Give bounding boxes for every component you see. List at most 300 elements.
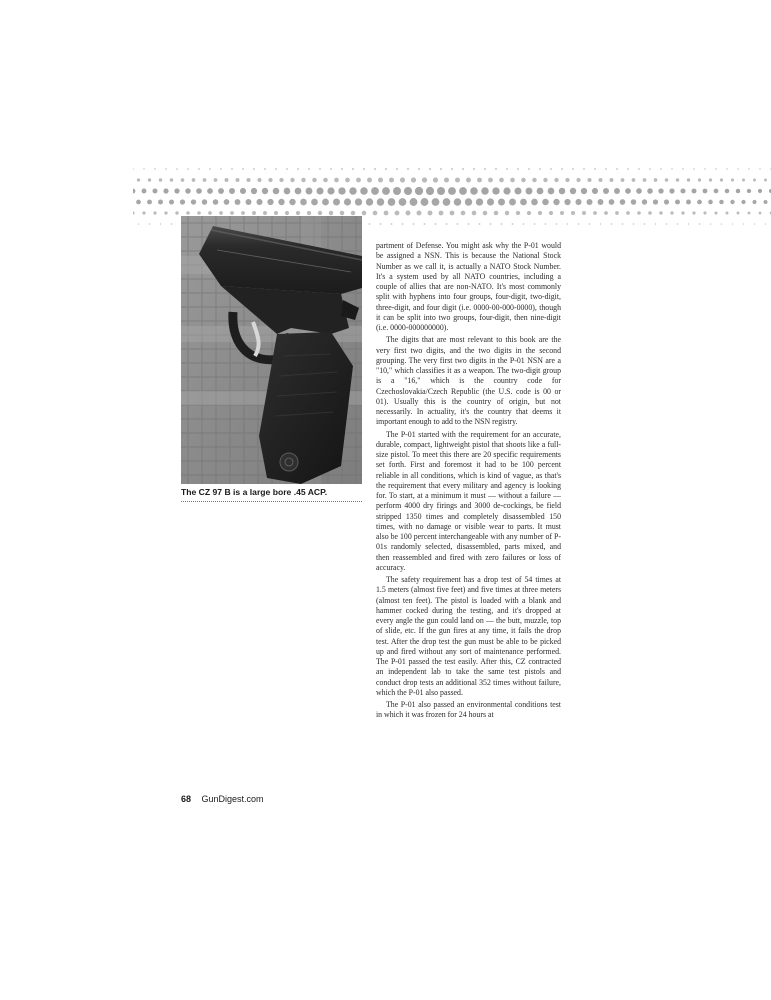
halftone-dot — [653, 199, 658, 204]
halftone-dot — [159, 178, 162, 181]
halftone-dot — [433, 177, 438, 182]
halftone-dot — [164, 211, 167, 214]
halftone-dot — [468, 223, 470, 225]
halftone-dot — [175, 211, 178, 214]
paragraph: The digits that are most relevant to this book are the very first two digits, and the two digits in the second grouping. The very first two digits in the P-01 NSN are a "10," which classifies it as a weapon. The two-digit group is a "16," which is the country code for Czechoslovakia/Czech Republic (the U.S. code is 00 or 01). Usually this is the country of origin, but not necessarily. In actuality, it's the country that deems it important enough to add to the NSN registry. — [376, 335, 561, 427]
halftone-dot — [592, 188, 598, 194]
halftone-dot — [631, 199, 637, 205]
halftone-dot — [133, 211, 135, 214]
halftone-dot — [417, 211, 422, 216]
halftone-dot — [549, 211, 553, 215]
halftone-dot — [444, 177, 449, 182]
halftone-dot — [333, 198, 340, 205]
halftone-dot — [231, 168, 233, 170]
halftone-dot — [523, 223, 525, 225]
page-number: 68 — [181, 794, 192, 804]
halftone-dot — [220, 168, 222, 170]
halftone-dot — [510, 178, 515, 183]
halftone-dot — [229, 188, 235, 194]
halftone-dot — [374, 168, 376, 170]
halftone-dot — [680, 188, 685, 193]
halftone-dot — [450, 211, 455, 216]
halftone-dot — [133, 189, 135, 194]
halftone-dot — [242, 168, 244, 170]
halftone-dot — [143, 168, 145, 170]
halftone-dot — [148, 178, 151, 181]
halftone-dot — [369, 223, 371, 225]
halftone-dot — [654, 178, 658, 182]
halftone-dot — [476, 198, 483, 205]
halftone-dot — [484, 168, 486, 170]
halftone-dot — [616, 168, 618, 170]
halftone-dot — [582, 211, 586, 215]
halftone-dot — [532, 178, 536, 182]
halftone-dot — [225, 178, 229, 182]
halftone-dot — [681, 211, 684, 214]
halftone-dot — [626, 211, 630, 215]
halftone-dot — [660, 168, 662, 170]
halftone-dot — [731, 178, 734, 181]
halftone-dot — [505, 211, 509, 215]
halftone-dot — [759, 212, 762, 215]
halftone-dot — [748, 168, 750, 170]
halftone-dot — [389, 177, 394, 182]
halftone-dot — [490, 223, 492, 225]
halftone-dot — [603, 188, 609, 194]
halftone-dot — [268, 178, 272, 182]
halftone-dot — [664, 199, 669, 204]
halftone-dot — [488, 178, 493, 183]
halftone-dot — [395, 211, 400, 216]
halftone-dot — [732, 223, 734, 225]
halftone-dot — [391, 223, 393, 225]
halftone-dot — [604, 211, 608, 215]
halftone-dot — [251, 188, 257, 194]
halftone-dot — [407, 168, 409, 170]
halftone-dot — [187, 168, 189, 170]
halftone-dot — [550, 168, 552, 170]
halftone-dot — [263, 211, 267, 215]
halftone-dot — [666, 223, 668, 225]
halftone-dot — [412, 223, 414, 225]
halftone-dot — [637, 211, 641, 215]
halftone-dot — [380, 223, 382, 225]
halftone-dot — [256, 199, 262, 205]
halftone-dot — [440, 168, 442, 170]
halftone-dot — [759, 168, 761, 170]
halftone-dot — [699, 223, 701, 225]
halftone-dot — [253, 168, 255, 170]
halftone-dot — [267, 199, 273, 205]
halftone-dot — [377, 198, 385, 206]
halftone-dot — [142, 189, 147, 194]
halftone-dot — [753, 179, 756, 182]
halftone-dot — [647, 188, 652, 193]
halftone-dot — [748, 212, 751, 215]
halftone-dot — [730, 200, 734, 204]
halftone-dot — [763, 200, 767, 204]
halftone-dot — [147, 200, 152, 205]
halftone-dot — [388, 198, 396, 206]
halftone-dot — [644, 223, 646, 225]
halftone-dot — [171, 223, 173, 225]
halftone-dot — [697, 200, 702, 205]
halftone-dot — [638, 168, 640, 170]
halftone-dot — [643, 178, 647, 182]
halftone-dot — [632, 178, 636, 182]
halftone-dot — [501, 223, 503, 225]
halftone-dot — [715, 168, 717, 170]
halftone-dot — [443, 198, 451, 206]
halftone-dot — [659, 211, 662, 214]
halftone-dot — [421, 198, 429, 206]
halftone-dot — [340, 211, 344, 215]
halftone-dot — [235, 178, 239, 182]
halftone-dot — [382, 187, 390, 195]
halftone-dot — [600, 223, 602, 225]
halftone-dot — [208, 211, 212, 215]
halftone-dot — [371, 187, 379, 195]
halftone-dot — [571, 211, 575, 215]
halftone-dot — [636, 188, 642, 194]
halftone-dot — [576, 178, 580, 182]
halftone-dot — [446, 223, 448, 225]
halftone-dot — [214, 178, 218, 182]
halftone-dot — [714, 189, 719, 194]
halftone-dot — [534, 223, 536, 225]
halftone-dot — [219, 211, 223, 215]
halftone-dot — [457, 223, 459, 225]
halftone-dot — [278, 199, 284, 205]
halftone-dot — [138, 223, 140, 225]
halftone-dot — [373, 211, 378, 216]
halftone-dot — [345, 178, 350, 183]
halftone-dot — [704, 168, 706, 170]
halftone-dot — [360, 187, 368, 195]
halftone-dot — [470, 187, 478, 195]
halftone-dot — [531, 199, 538, 206]
halftone-dot — [737, 212, 740, 215]
halftone-dot — [725, 189, 730, 194]
pistol-photo — [181, 216, 362, 484]
halftone-dot — [344, 198, 351, 205]
halftone-dot — [708, 200, 713, 205]
halftone-dot — [410, 198, 418, 206]
pistol-photo-graphic — [181, 216, 362, 484]
halftone-dot — [285, 211, 289, 215]
halftone-dot — [765, 223, 767, 225]
halftone-dot — [514, 187, 521, 194]
halftone-dot — [589, 223, 591, 225]
halftone-dot — [526, 188, 533, 195]
halftone-dot — [494, 211, 499, 216]
halftone-dot — [481, 187, 488, 194]
halftone-dot — [286, 168, 288, 170]
halftone-dot — [499, 178, 504, 183]
halftone-dot — [742, 178, 745, 181]
halftone-dot — [682, 168, 684, 170]
article-body — [376, 241, 561, 723]
halftone-dot — [399, 198, 407, 206]
halftone-dot — [692, 211, 695, 214]
halftone-dot — [747, 189, 751, 193]
halftone-dot — [620, 199, 626, 205]
halftone-dot — [224, 199, 230, 205]
halftone-dot — [301, 178, 305, 182]
halftone-dot — [191, 199, 196, 204]
halftone-dot — [252, 211, 256, 215]
halftone-dot — [512, 223, 514, 225]
halftone-dot — [611, 223, 613, 225]
halftone-dot — [693, 168, 695, 170]
halftone-dot — [160, 223, 162, 225]
halftone-dot — [142, 211, 145, 214]
halftone-dot — [136, 200, 141, 205]
halftone-dot — [473, 168, 475, 170]
halftone-dot — [583, 168, 585, 170]
halftone-dot — [384, 211, 389, 216]
halftone-dot — [318, 211, 322, 215]
page-footer — [181, 793, 264, 805]
halftone-dot — [741, 200, 745, 204]
halftone-dot — [648, 211, 652, 215]
halftone-dot — [517, 168, 519, 170]
halftone-dot — [284, 188, 291, 195]
halftone-dot — [451, 168, 453, 170]
halftone-dot — [710, 223, 712, 225]
paragraph: The P-01 started with the requirement for an accurate, durable, compact, lightweight pistol that shoots like a full-size pistol. To meet this there are 20 specific requirements set forth. First and foremost it had to be 100 percent reliable in all conditions, which is kind of vague, as that's the requirement that every military and agency is looking for. To start, at a minimum it must — without a failure — perform 4000 dry firings and 3000 de-cockings, be field stripped 1350 times and completely disassembled 150 times, with no damage or visible wear to parts. It must also be 100 percent interchangeable with any number of P-01s randomly selected, disassembled, parts mixed, and then reassembled and fired with zero failures or loss of accuracy. — [376, 429, 561, 572]
halftone-dot — [295, 188, 302, 195]
halftone-dot — [605, 168, 607, 170]
halftone-dot — [633, 223, 635, 225]
halftone-dot — [527, 211, 531, 215]
halftone-dot — [362, 211, 367, 216]
halftone-dot — [426, 187, 434, 195]
halftone-dot — [483, 211, 488, 216]
halftone-dot — [341, 168, 343, 170]
halftone-dot — [754, 223, 756, 225]
halftone-dot — [542, 199, 549, 206]
halftone-dot — [300, 199, 307, 206]
halftone-dot — [503, 187, 510, 194]
halftone-dot — [477, 178, 482, 183]
halftone-dot — [185, 188, 190, 193]
halftone-dot — [575, 199, 581, 205]
halftone-dot — [543, 178, 547, 182]
halftone-dot — [560, 211, 564, 215]
halftone-dot — [548, 188, 555, 195]
halftone-dot — [559, 188, 566, 195]
halftone-dot — [275, 168, 277, 170]
halftone-dot — [241, 211, 245, 215]
halftone-dot — [169, 199, 174, 204]
halftone-dot — [714, 211, 717, 214]
halftone-dot — [614, 188, 620, 194]
halftone-dot — [516, 211, 520, 215]
halftone-dot — [725, 211, 728, 214]
halftone-dot — [133, 168, 134, 170]
paragraph: The P-01 also passed an environmental conditions test in which it was frozen for 24 hours at — [376, 700, 561, 720]
halftone-dot — [587, 178, 591, 182]
halftone-dot — [492, 187, 499, 194]
halftone-dot — [149, 223, 151, 225]
halftone-dot — [743, 223, 745, 225]
paragraph: The safety requirement has a drop test of 54 times at 1.5 meters (almost five feet) and five times at three meters (almost ten feet). The pistol is loaded with a blank and hammer cocked during the testing, and it's dropped at every angle the gun could land on — the butt, muzzle, top of slide, etc. If the gun fires at any time, it fails the drop test. After the drop test the gun must be able to be picked up and fired without any sort of maintenance performed. The P-01 passed the test easily. After this, CZ contracted an independent lab to take the same test pistols and conduct drop tests an additional 352 times without failure, which the P-01 also passed. — [376, 575, 561, 697]
halftone-dot — [726, 168, 728, 170]
halftone-dot — [158, 200, 163, 205]
halftone-dot — [625, 188, 631, 194]
halftone-dot — [703, 189, 708, 194]
halftone-dot — [593, 211, 597, 215]
halftone-dot — [565, 178, 569, 182]
halftone-dot — [594, 168, 596, 170]
halftone-dot — [737, 168, 739, 170]
halftone-dot — [553, 199, 559, 205]
halftone-dot — [411, 177, 416, 182]
halftone-dot — [671, 168, 673, 170]
halftone-dot — [423, 223, 425, 225]
halftone-dot — [736, 189, 740, 193]
halftone-dot — [437, 187, 445, 195]
halftone-dot — [581, 188, 587, 194]
halftone-dot — [545, 223, 547, 225]
halftone-dot — [621, 178, 625, 182]
halftone-dot — [170, 178, 174, 182]
halftone-dot — [703, 211, 706, 214]
halftone-dot — [393, 187, 401, 195]
halftone-dot — [495, 168, 497, 170]
halftone-dot — [598, 178, 602, 182]
halftone-dot — [598, 199, 604, 205]
halftone-dot — [752, 200, 756, 204]
halftone-dot — [676, 178, 679, 181]
halftone-dot — [297, 168, 299, 170]
halftone-dot — [404, 187, 412, 195]
halftone-dot — [355, 198, 362, 205]
halftone-dot — [334, 178, 339, 183]
halftone-dot — [174, 188, 179, 193]
halftone-dot — [218, 188, 224, 194]
halftone-dot — [649, 168, 651, 170]
halftone-dot — [323, 178, 328, 183]
halftone-dot — [487, 198, 494, 205]
halftone-dot — [396, 168, 398, 170]
halftone-dot — [363, 168, 365, 170]
halftone-dot — [415, 187, 423, 195]
halftone-dot — [307, 211, 311, 215]
photo-caption: The CZ 97 B is a large bore .45 ACP. — [181, 487, 362, 502]
halftone-dot — [152, 188, 157, 193]
halftone-dot — [316, 187, 323, 194]
halftone-dot — [564, 199, 570, 205]
halftone-dot — [692, 189, 697, 194]
halftone-dot — [561, 168, 563, 170]
halftone-dot — [378, 178, 383, 183]
halftone-dot — [279, 178, 283, 182]
halftone-dot — [192, 178, 196, 182]
halftone-dot — [675, 199, 680, 204]
halftone-dot — [137, 178, 140, 181]
halftone-dot — [698, 178, 701, 181]
halftone-dot — [687, 178, 690, 181]
halftone-dot — [367, 178, 372, 183]
halftone-dot — [642, 199, 647, 204]
halftone-dot — [720, 178, 723, 181]
halftone-dot — [670, 211, 673, 214]
halftone-dot — [385, 168, 387, 170]
halftone-dot — [289, 199, 296, 206]
halftone-dot — [311, 199, 318, 206]
halftone-dot — [609, 199, 615, 205]
halftone-dot — [273, 188, 280, 195]
halftone-dot — [528, 168, 530, 170]
halftone-dot — [454, 198, 462, 206]
halftone-dot — [570, 188, 576, 194]
halftone-dot — [455, 177, 460, 182]
halftone-dot — [264, 168, 266, 170]
halftone-dot — [627, 168, 629, 170]
halftone-dot — [677, 223, 679, 225]
halftone-dot — [479, 223, 481, 225]
halftone-dot — [556, 223, 558, 225]
halftone-dot — [610, 178, 614, 182]
halftone-dot — [709, 178, 712, 181]
halftone-dot — [290, 178, 294, 182]
halftone-dot — [686, 200, 691, 205]
halftone-dot — [356, 178, 361, 183]
halftone-dot — [578, 223, 580, 225]
halftone-dot — [509, 199, 516, 206]
halftone-dot — [406, 211, 411, 216]
halftone-dot — [721, 223, 723, 225]
halftone-dot — [400, 177, 405, 182]
halftone-dot — [567, 223, 569, 225]
halftone-dot — [165, 168, 167, 170]
halftone-dot — [352, 168, 354, 170]
halftone-dot — [758, 189, 762, 193]
halftone-dot — [539, 168, 541, 170]
halftone-dot — [338, 187, 345, 194]
halftone-dot — [306, 188, 313, 195]
halftone-dot — [330, 168, 332, 170]
paragraph: partment of Defense. You might ask why the P-01 would be assigned a NSN. This is because the National Stock Number as we call it, is actually a NATO Stock Number. It's a system used by all NATO countries, including a couple of allies that are non-NATO. It's most commonly split with hyphens into four groups, four-digit, two-digit, three-digit, and four digit (i.e. 0000-00-000-0000), though it can be split into two groups, four-digit, then nine-digit (i.e. 0000-000000000). — [376, 241, 561, 332]
halftone-dot — [196, 188, 202, 194]
halftone-dot — [163, 188, 168, 193]
halftone-dot — [180, 199, 185, 204]
halftone-dot — [176, 168, 178, 170]
halftone-dot — [319, 168, 321, 170]
halftone-dot — [537, 188, 544, 195]
halftone-dot — [246, 178, 250, 182]
halftone-dot — [586, 199, 592, 205]
halftone-dot — [688, 223, 690, 225]
halftone-dot — [418, 168, 420, 170]
halftone-dot — [154, 168, 156, 170]
halftone-dot — [665, 178, 669, 182]
halftone-dot — [322, 199, 329, 206]
halftone-dot — [498, 198, 505, 205]
halftone-dot — [615, 211, 619, 215]
halftone-dot — [308, 168, 310, 170]
halftone-dot — [538, 211, 542, 215]
halftone-dot — [198, 168, 200, 170]
halftone-dot — [274, 211, 278, 215]
halftone-dot — [764, 179, 767, 182]
halftone-dot — [202, 199, 207, 204]
halftone-dot — [622, 223, 624, 225]
halftone-dot — [351, 211, 356, 216]
halftone-dot — [465, 198, 472, 205]
